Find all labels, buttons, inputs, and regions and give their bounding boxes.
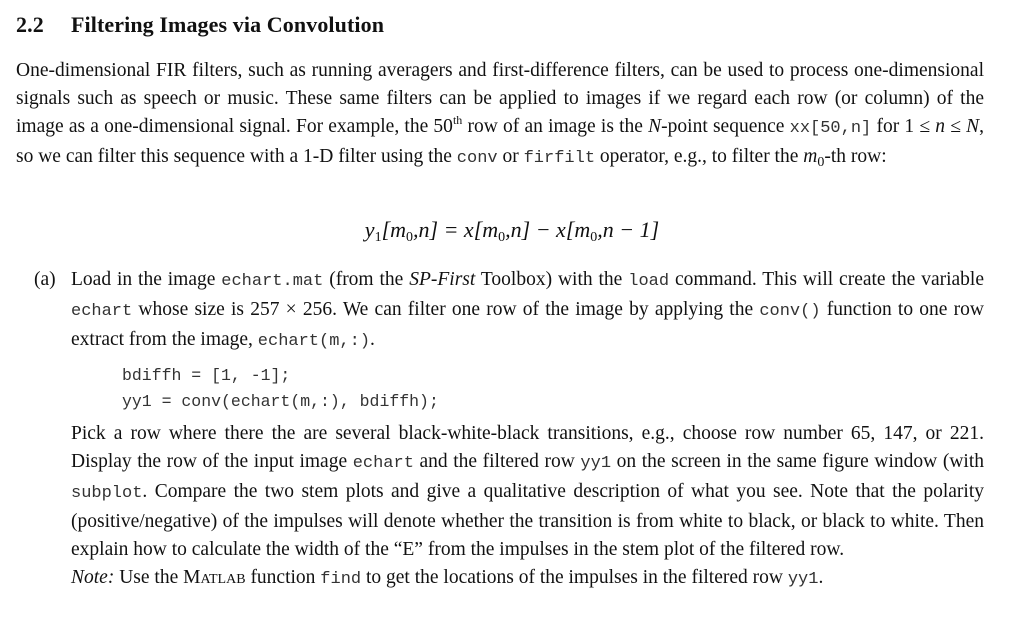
eq-text: ,n] − x[m (505, 217, 591, 242)
sp-first-text: SP-First (409, 269, 476, 290)
intro-text: for 1 ≤ (871, 116, 936, 137)
code-line: yy1 = conv(echart(m,:), bdiffh); (122, 392, 439, 411)
code-conv: conv (456, 149, 498, 168)
eq-subscript: 0 (498, 230, 506, 245)
part-a-text-span: Load in the image (71, 269, 222, 290)
part-a-text-span: . (370, 329, 375, 350)
superscript-th: th (452, 113, 463, 127)
math-m: m (803, 146, 818, 167)
part-a-text-span: function to one row extract from the image, (71, 299, 984, 350)
code-echart-row: echart(m,:) (257, 332, 371, 351)
code-echart: echart (352, 454, 414, 473)
intro-text: ≤ (945, 116, 967, 137)
intro-text: row of an image is the (462, 116, 649, 137)
code-find: find (320, 570, 362, 589)
section-number: 2.2 (16, 12, 44, 37)
intro-text: -point sequence (661, 116, 790, 137)
eq-text: ,n − 1] (597, 217, 660, 242)
part-a-text (71, 266, 984, 356)
code-block (122, 363, 439, 415)
intro-paragraph (16, 57, 984, 177)
difference-equation (0, 217, 1024, 246)
note-text: Use the (114, 567, 184, 588)
part-a2-text: on the screen in the same figure window (with (611, 451, 984, 472)
note-text: function (245, 567, 321, 588)
intro-text: operator, e.g., to filter the (595, 146, 804, 167)
part-a2-text: . Compare the two stem plots and give a qualitative description of what you see. Note that the polarity (positive/negative) of the impulses will denote whether the transition is from white to black, or black to white. Then explain how to calculate the width of the “E” from the impulses in the stem plot of the filtered row. (71, 481, 984, 560)
matlab-text: Matlab (183, 567, 246, 588)
section-heading (16, 12, 384, 38)
eq-text: [m (381, 217, 407, 242)
eq-y: y (364, 217, 375, 242)
math-N: N (648, 116, 662, 137)
note-label: Note: (71, 567, 115, 588)
note-text: . (818, 567, 824, 588)
part-a-text-span: whose size is 257 × 256. We can filter one row of the image by applying the (132, 299, 760, 320)
intro-text: -th row: (824, 146, 887, 167)
part-a2-text: Pick a row where there the are several black-white-black transitions, e.g., choose row number 65, 147, or 221. Display the row of the input image (71, 423, 984, 472)
part-a-item (34, 266, 984, 356)
part-a2-text: and the filtered row (413, 451, 581, 472)
part-a-text-span: command. This will create the variable (669, 269, 984, 290)
code-firfilt: firfilt (523, 149, 596, 168)
code-conv-fn: conv() (759, 302, 821, 321)
code-line: bdiffh = [1, -1]; (122, 366, 291, 385)
math-n: n (935, 116, 945, 137)
code-echart: echart (71, 302, 133, 321)
code-subplot: subplot (71, 484, 143, 503)
part-a-text-span: (from the (323, 269, 410, 290)
eq-subscript: 1 (374, 230, 382, 245)
code-echart-mat: echart.mat (221, 272, 324, 291)
intro-text: , so we can filter this sequence with a 1-D filter using the (16, 116, 984, 167)
code-xx: xx[50,n] (789, 119, 872, 138)
code-yy1: yy1 (580, 454, 612, 473)
code-yy1: yy1 (787, 570, 819, 589)
eq-text: ,n] (413, 217, 439, 242)
item-label: (a) (34, 269, 56, 290)
intro-text: or (497, 146, 524, 167)
eq-text: = x[m (438, 217, 499, 242)
eq-subscript: 0 (406, 230, 414, 245)
eq-subscript: 0 (590, 230, 598, 245)
part-a-continued (71, 420, 984, 594)
math-N: N (966, 116, 980, 137)
math-subscript: 0 (817, 155, 825, 170)
intro-text: One-dimensional FIR filters, such as running averagers and first-difference filters, can be used to process one-dimensional signals such as speech or music. These same filters can be applied to images if we regard each row (or column) of the image as a one-dimensional signal. For example, the 50 (16, 60, 984, 137)
code-load: load (628, 272, 670, 291)
section-title: Filtering Images via Convolution (71, 12, 385, 37)
part-a-text-span: Toolbox) with the (475, 269, 629, 290)
note-text: to get the locations of the impulses in the filtered row (361, 567, 788, 588)
